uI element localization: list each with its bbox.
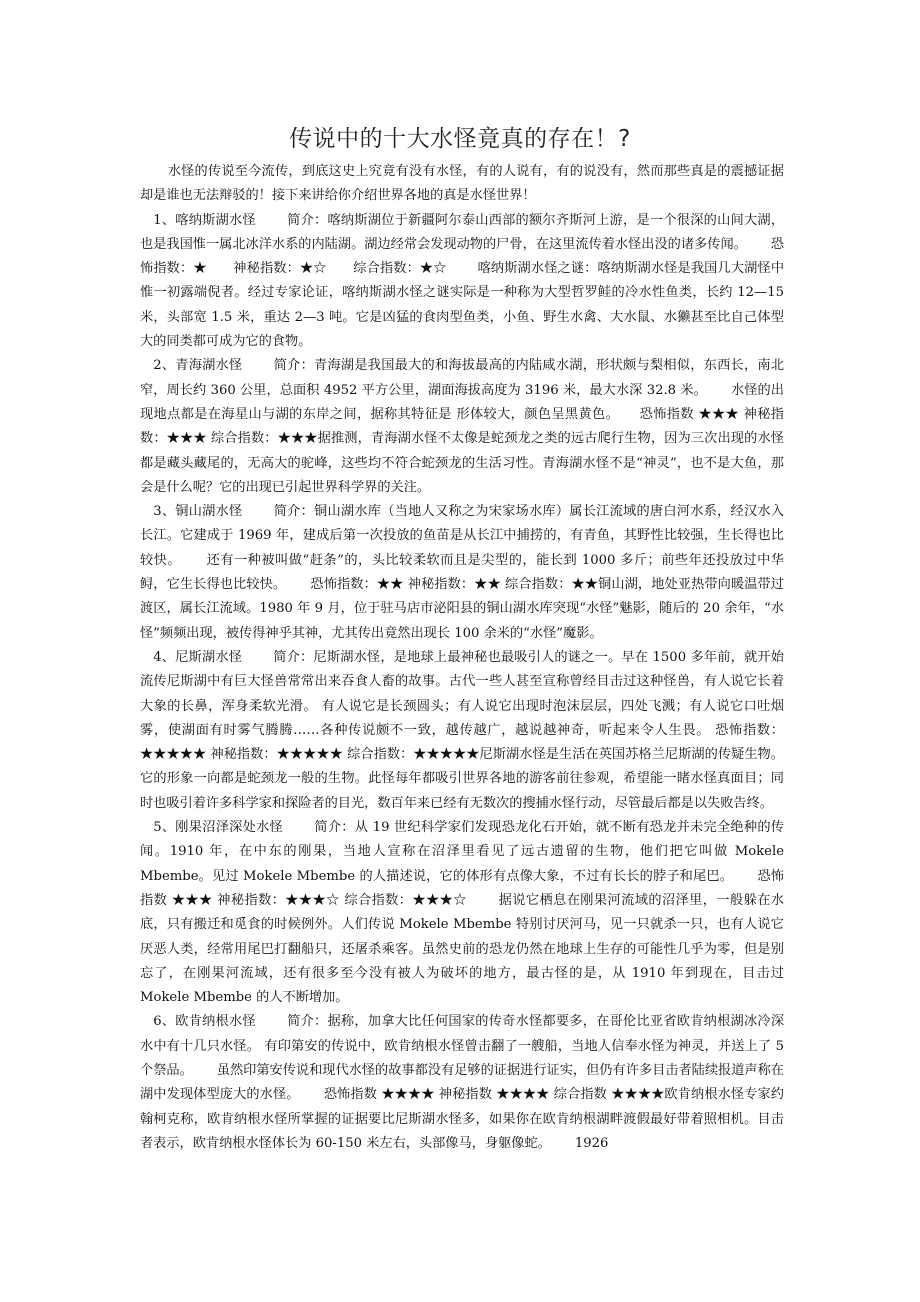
document-title: 传说中的十大水怪竟真的存在！?: [289, 126, 631, 152]
section-loch-ness: 4、尼斯湖水怪 简介：尼斯湖水怪，是地球上最神秘也最吸引人的谜之一。早在 1500 多年前，就开始流传尼斯湖中有巨大怪兽常常出来吞食人畜的故事。古代一些人甚至宣称曾经目击过这种怪兽，有人说它长着大象的长鼻，浑身柔软光滑。 有人说它是长颈圆头；有人说它出现时泡沫层层，四处飞溅；有人说它口吐烟雾，使湖面有时雾气腾腾……各种传说颇不一致，越传越广，越说越神奇，听起来令人生畏。 恐怖指数：★★★★★ 神秘指数：★★★★★ 综合指数：★★★★★尼斯湖水怪是生活在英国苏格兰尼斯湖的传疑生物。它的形象一向都是蛇颈龙一般的生物。此怪每年都吸引世界各地的游客前往参观，希望能一睹水怪真面目；同时也吸引着许多科学家和探险者的目光，数百年来已经有无数次的搜捕水怪行动，尽管最后都是以失败告终。: [140, 649, 784, 811]
section-congo-swamp: 5、刚果沼泽深处水怪 简介：从 19 世纪科学家们发现恐龙化石开始，就不断有恐龙并未完全绝种的传闻。1910 年，在中东的刚果，当地人宣称在沼泽里看见了远古遗留的生物，他们把它叫做 Mokele Mbembe。见过 Mokele Mbembe 的人描述说，它的体形有点像大象，不过有长长的脖子和尾巴。 恐怖指数 ★★★ 神秘指数：★★★☆ 综合指数：★★★☆ 据说它栖息在刚果河流域的沼泽里，一般躲在水底，只有搬迁和觅食的时候例外。人们传说 Mokele Mbembe 特别讨厌河马，见一只就杀一只，也有人说它厌恶人类，经常用尾巴打翻船只，还屠杀乘客。虽然史前的恐龙仍然在地球上生存的可能性几乎为零，但是别忘了，在刚果河流域，还有很多至今没有被人为破坏的地方，最古怪的是，从 1910 年到现在，目击过 Mokele Mbembe 的人不断增加。: [140, 820, 784, 1006]
section-kanas-lake: 1、喀纳斯湖水怪 简介：喀纳斯湖位于新疆阿尔泰山西部的额尔齐斯河上游，是一个很深的山间大湖，也是我国惟一属北冰洋水系的内陆湖。湖边经常会发现动物的尸骨，在这里流传着水怪出没的诸多传闻。 恐怖指数：★ 神秘指数：★☆ 综合指数：★☆ 喀纳斯湖水怪之谜：喀纳斯湖水怪是我国几大湖怪中惟一初露端倪者。经过专家论证，喀纳斯湖水怪之谜实际是一种称为大型哲罗鲑的冷水性鱼类，长约 12—15 米，头部宽 1.5 米，重达 2—3 吨。它是凶猛的食肉型鱼类，小鱼、野生水禽、大水鼠、水獭甚至比自己体型大的同类都可成为它的食物。: [140, 212, 785, 350]
section-tongshan-lake: 3、铜山湖水怪 简介：铜山湖水库（当地人又称之为宋家场水库）属长江流域的唐白河水系，经汉水入长江。它建成于 1969 年，建成后第一次投放的鱼苗是从长江中捕捞的，有青鱼，其野性比较强，生长得也比较快。 还有一种被叫做“赶条”的，头比较柔软而且是尖型的，能长到 1000 多斤；前些年还投放过中华鲟，它生长得也比较快。 恐怖指数：★★ 神秘指数：★★ 综合指数：★★铜山湖，地处亚热带向暖温带过渡区，属长江流域。1980 年 9 月，位于驻马店市泌阳县的铜山湖水库突现“水怪”魅影，随后的 20 余年，“水怪”频频出现，被传得神乎其神，尤其传出竟然出现长 100 余米的“水怪”魔影。: [140, 504, 784, 641]
section-qinghai-lake: 2、青海湖水怪 简介：青海湖是我国最大的和海拔最高的内陆咸水湖，形状颇与梨相似，东西长，南北窄，周长约 360 公里，总面积 4952 平方公里，湖面海拔高度为 3196 米，最大水深 32.8 米。 水怪的出现地点都是在海星山与湖的东岸之间，据称其特征是 形体较大，颜色呈黑黄色。 恐怖指数 ★★★ 神秘指数：★★★ 综合指数：★★★据推测，青海湖水怪不太像是蛇颈龙之类的远古爬行生物，因为三次出现的水怪都是藏头藏尾的，无高大的驼峰，这些均不符合蛇颈龙的生活习性。青海湖水怪不是“神灵”，也不是大鱼，那会是什么呢？它的出现已引起世界科学界的关注。: [140, 358, 784, 495]
intro-paragraph: 水怪的传说至今流传，到底这史上究竟有没有水怪，有的人说有，有的说没有，然而那些真是的震撼证据却是谁也无法辩驳的！接下来讲给你介绍世界各地的真是水怪世界！: [140, 164, 784, 204]
section-okanagan: 6、欧肯纳根水怪 简介：据称，加拿大比任何国家的传奇水怪都要多，在哥伦比亚省欧肯纳根湖冰冷深水中有十几只水怪。 有印第安的传说中，欧肯纳根水怪曾击翻了一艘船，当地人信奉水怪为神灵，并送上了 5 个祭品。 虽然印第安传说和现代水怪的故事都没有足够的证据进行证实，但仍有许多目击者陆续报道声称在湖中发现体型庞大的水怪。 恐怖指数 ★★★★ 神秘指数 ★★★★ 综合指数 ★★★★欧肯纳根水怪专家约翰柯克称，欧肯纳根水怪所掌握的证据要比尼斯湖水怪多，如果你在欧肯纳根湖畔渡假最好带着照相机。目击者表示，欧肯纳根水怪体长为 60-150 米左右，头部像马，身躯像蛇。 1926: [140, 1014, 784, 1151]
document-body: [140, 160, 784, 1156]
